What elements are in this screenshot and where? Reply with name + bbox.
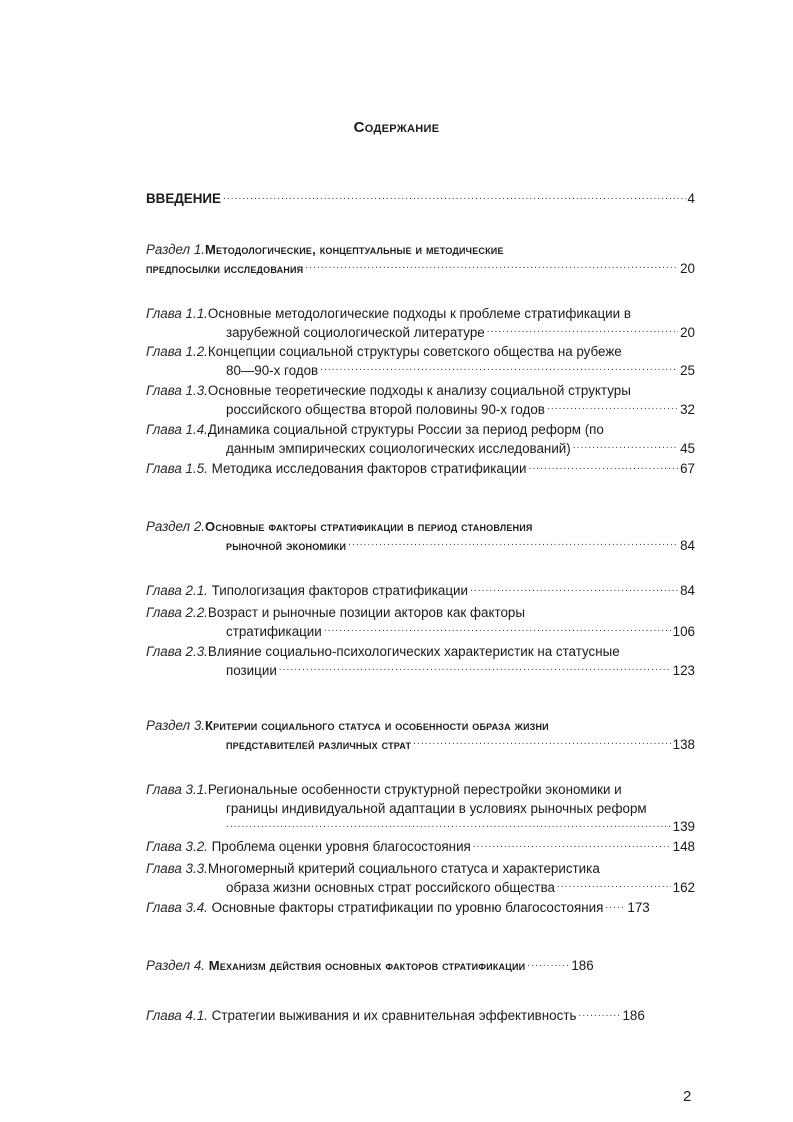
toc-chapter-2-3[interactable] xyxy=(146,643,695,680)
page-title: Содержание xyxy=(353,119,440,136)
toc-section-2[interactable] xyxy=(146,518,695,555)
toc-chapter-1-2[interactable] xyxy=(146,343,695,380)
toc-page-number: 84 xyxy=(680,537,695,553)
chapter-title-line1: Региональные особенности структурной перестройки экономики и xyxy=(207,782,622,797)
toc-page-number: 123 xyxy=(672,662,695,678)
chapter-label: Глава 3.1. xyxy=(146,782,208,797)
dot-leader xyxy=(413,736,671,749)
toc-chapter-4-1[interactable] xyxy=(146,1007,695,1026)
dot-leader xyxy=(573,440,678,453)
chapter-label: Глава 2.2. xyxy=(146,605,208,620)
toc-page-number: 25 xyxy=(680,362,695,378)
chapter-label: Глава 4.1. xyxy=(146,1008,208,1024)
toc-intro-title: ВВЕДЕНИЕ xyxy=(146,191,221,207)
toc-page-number: 186 xyxy=(622,1008,645,1024)
section-label: Раздел 3. xyxy=(146,718,206,733)
toc-chapter-3-2[interactable] xyxy=(146,838,695,857)
toc-page-number: 106 xyxy=(672,623,695,639)
chapter-title-line1: Концепции социальной структуры советского общества на рубеже xyxy=(207,344,622,359)
toc-page-number: 20 xyxy=(680,260,695,276)
dot-leader xyxy=(305,260,678,273)
chapter-title-line1: Основные факторы стратификации по уровню благосостояния xyxy=(211,900,604,916)
section-label: Раздел 2. xyxy=(146,519,206,534)
toc-page-number: 173 xyxy=(627,900,650,916)
section-label: Раздел 1. xyxy=(146,242,206,257)
chapter-title-line1: Основные методологические подходы к проблеме стратификации в xyxy=(207,306,631,321)
section-title-line1: Основные факторы стратификации в период становления xyxy=(205,519,533,534)
dot-leader xyxy=(547,401,678,414)
toc-page-number: 67 xyxy=(680,461,695,477)
section-title-line2: предпосылки исследования xyxy=(146,260,304,276)
chapter-label: Глава 1.2. xyxy=(146,344,208,359)
toc-entry-intro[interactable] xyxy=(146,190,695,209)
toc-page-number: 186 xyxy=(571,958,594,974)
chapter-label: Глава 3.2. xyxy=(146,839,208,855)
dot-leader xyxy=(557,879,671,892)
dot-leader xyxy=(473,838,671,851)
toc-page-number: 162 xyxy=(672,879,695,895)
chapter-title-line1: Стратегии выживания и их сравнительная эффективность xyxy=(211,1008,577,1024)
toc-section-4[interactable] xyxy=(146,957,695,976)
chapter-title-line2: стратификации xyxy=(226,623,322,639)
dot-leader xyxy=(527,957,569,970)
toc-page-number: 84 xyxy=(680,583,695,599)
dot-leader xyxy=(487,324,678,337)
chapter-title-line1: Типологизация факторов стратификации xyxy=(211,583,468,599)
chapter-title-line1: Влияние социально-психологических характеристик на статусные xyxy=(207,644,620,659)
chapter-label: Глава 2.3. xyxy=(146,644,208,659)
chapter-title-line2: границы индивидуальной адаптации в условиях рыночных реформ xyxy=(226,800,647,816)
dot-leader xyxy=(528,460,678,473)
chapter-title-line1: Возраст и рыночные позиции акторов как факторы xyxy=(207,605,525,620)
section-title-line2: рыночной экономики xyxy=(226,537,347,553)
dot-leader xyxy=(578,1007,620,1020)
section-title-line1: Методологические, концептуальные и методические xyxy=(205,242,504,257)
chapter-title-line1: Динамика социальной структуры России за период реформ (по xyxy=(207,422,604,437)
dot-leader xyxy=(348,537,678,550)
dot-leader xyxy=(470,582,678,595)
toc-page-number: 139 xyxy=(672,819,695,835)
section-title-line2: представителей различных страт xyxy=(226,736,412,752)
chapter-title-line2: данным эмпирических социологических исследований) xyxy=(226,440,571,456)
dot-leader xyxy=(226,818,671,831)
toc-page-number: 20 xyxy=(680,324,695,340)
toc-chapter-1-4[interactable] xyxy=(146,421,695,458)
chapter-title-line1: Методика исследования факторов стратификации xyxy=(211,461,527,477)
toc-page-number: 138 xyxy=(672,736,695,752)
page-number: 2 xyxy=(683,1088,692,1105)
toc-chapter-1-1[interactable] xyxy=(146,305,695,342)
toc-page-number: 4 xyxy=(687,191,695,207)
chapter-label: Глава 3.3. xyxy=(146,861,208,876)
section-title-line1: Механизм действия основных факторов стратификации xyxy=(208,958,526,974)
chapter-label: Глава 1.4. xyxy=(146,422,208,437)
dot-leader xyxy=(320,362,678,375)
toc-chapter-2-1[interactable] xyxy=(146,582,695,601)
chapter-label: Глава 3.4. xyxy=(146,900,208,916)
section-title-line1: Критерии социального статуса и особенности образа жизни xyxy=(205,718,549,733)
chapter-label: Глава 1.1. xyxy=(146,306,208,321)
toc-chapter-1-3[interactable] xyxy=(146,382,695,419)
toc-page-number: 148 xyxy=(672,839,695,855)
toc-section-1[interactable] xyxy=(146,241,695,278)
chapter-title-line2: 80—90-х годов xyxy=(226,362,319,378)
dot-leader xyxy=(279,662,671,675)
chapter-title-line1: Основные теоретические подходы к анализу социальной структуры xyxy=(207,383,631,398)
section-label: Раздел 4. xyxy=(146,958,206,974)
toc-chapter-3-4[interactable] xyxy=(146,899,695,918)
chapter-label: Глава 1.5. xyxy=(146,461,208,477)
chapter-title-line1: Многомерный критерий социального статуса и характеристика xyxy=(207,861,600,876)
toc-chapter-1-5[interactable] xyxy=(146,460,695,479)
toc-section-3[interactable] xyxy=(146,717,695,754)
toc-chapter-2-2[interactable] xyxy=(146,604,695,641)
chapter-title-line2: российского общества второй половины 90-х годов xyxy=(226,401,545,417)
toc-page-number: 45 xyxy=(680,440,695,456)
dot-leader xyxy=(605,899,625,912)
dot-leader xyxy=(324,623,671,636)
dot-leader xyxy=(223,190,686,203)
chapter-title-line2: зарубежной социологической литературе xyxy=(226,324,485,340)
toc-chapter-3-3[interactable] xyxy=(146,860,695,897)
chapter-title-line2: образа жизни основных страт российского общества xyxy=(226,879,555,895)
toc-chapter-3-1[interactable] xyxy=(146,781,695,837)
chapter-title-line1: Проблема оценки уровня благосостояния xyxy=(211,839,471,855)
chapter-title-line2: позиции xyxy=(226,662,277,678)
chapter-label: Глава 2.1. xyxy=(146,583,208,599)
chapter-label: Глава 1.3. xyxy=(146,383,208,398)
toc-page-number: 32 xyxy=(680,401,695,417)
